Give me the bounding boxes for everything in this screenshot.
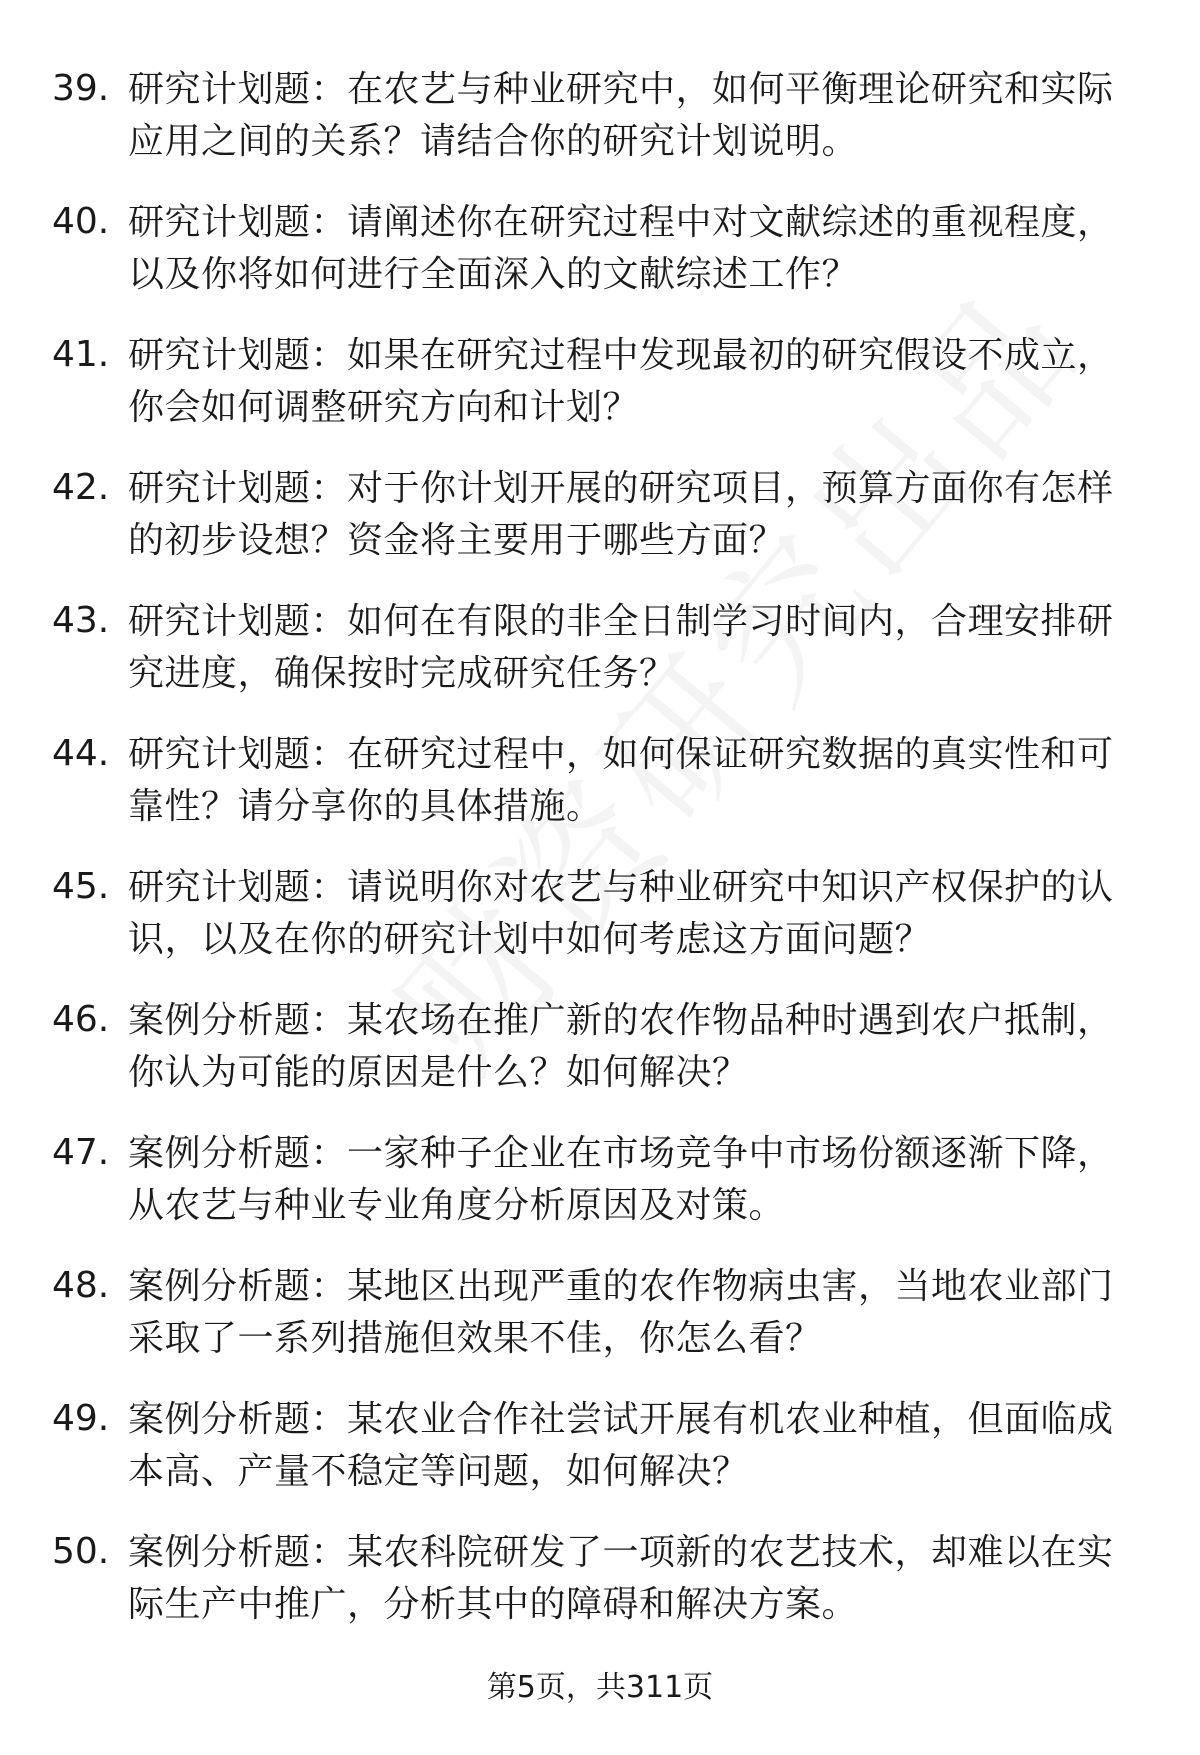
question-item [0,453,1200,586]
question-number: 48. [52,1265,110,1306]
question-text: 案例分析题：某农科院研发了一项新的农艺技术，却难以在实际生产中推广，分析其中的障碍和解决方案。 [128,1532,1114,1625]
question-text: 案例分析题：一家种子企业在市场竞争中市场份额逐渐下降，从农艺与种业专业角度分析原因及对策。 [128,1133,1114,1226]
question-item [0,1118,1200,1251]
question-number: 42. [52,467,110,508]
question-item [0,586,1200,719]
question-item [0,187,1200,320]
question-item [0,1251,1200,1384]
question-item [0,985,1200,1118]
question-number: 47. [52,1132,110,1173]
question-text: 研究计划题：在农艺与种业研究中，如何平衡理论研究和实际应用之间的关系？请结合你的研究计划说明。 [128,69,1114,162]
question-item [0,852,1200,985]
question-text: 研究计划题：如果在研究过程中发现最初的研究假设不成立，你会如何调整研究方向和计划？ [128,335,1114,428]
question-number: 46. [52,999,110,1040]
question-number: 45. [52,866,110,907]
question-item [0,1517,1200,1650]
question-item [0,54,1200,187]
question-text: 研究计划题：在研究过程中，如何保证研究数据的真实性和可靠性？请分享你的具体措施。 [128,734,1114,827]
question-number: 44. [52,733,110,774]
question-text: 研究计划题：请说明你对农艺与种业研究中知识产权保护的认识，以及在你的研究计划中如何考虑这方面问题？ [128,867,1114,960]
question-number: 39. [52,68,110,109]
question-item [0,1384,1200,1517]
question-number: 41. [52,334,110,375]
question-text: 案例分析题：某农业合作社尝试开展有机农业种植，但面临成本高、产量不稳定等问题，如何解决？ [128,1399,1114,1492]
question-number: 40. [52,201,110,242]
question-number: 50. [52,1531,110,1572]
question-text: 研究计划题：请阐述你在研究过程中对文献综述的重视程度，以及你将如何进行全面深入的文献综述工作？ [128,202,1114,295]
page-footer: 第5页，共311页 [486,1670,714,1705]
question-number: 43. [52,600,110,641]
question-item [0,320,1200,453]
question-text: 研究计划题：如何在有限的非全日制学习时间内，合理安排研究进度，确保按时完成研究任务？ [128,601,1114,694]
question-number: 49. [52,1398,110,1439]
question-item [0,719,1200,852]
question-text: 案例分析题：某农场在推广新的农作物品种时遇到农户抵制，你认为可能的原因是什么？如何解决？ [128,1000,1114,1093]
question-text: 研究计划题：对于你计划开展的研究项目，预算方面你有怎样的初步设想？资金将主要用于哪些方面？ [128,468,1114,561]
question-list [0,54,1200,1650]
question-text: 案例分析题：某地区出现严重的农作物病虫害，当地农业部门采取了一系列措施但效果不佳，你怎么看？ [128,1266,1114,1359]
